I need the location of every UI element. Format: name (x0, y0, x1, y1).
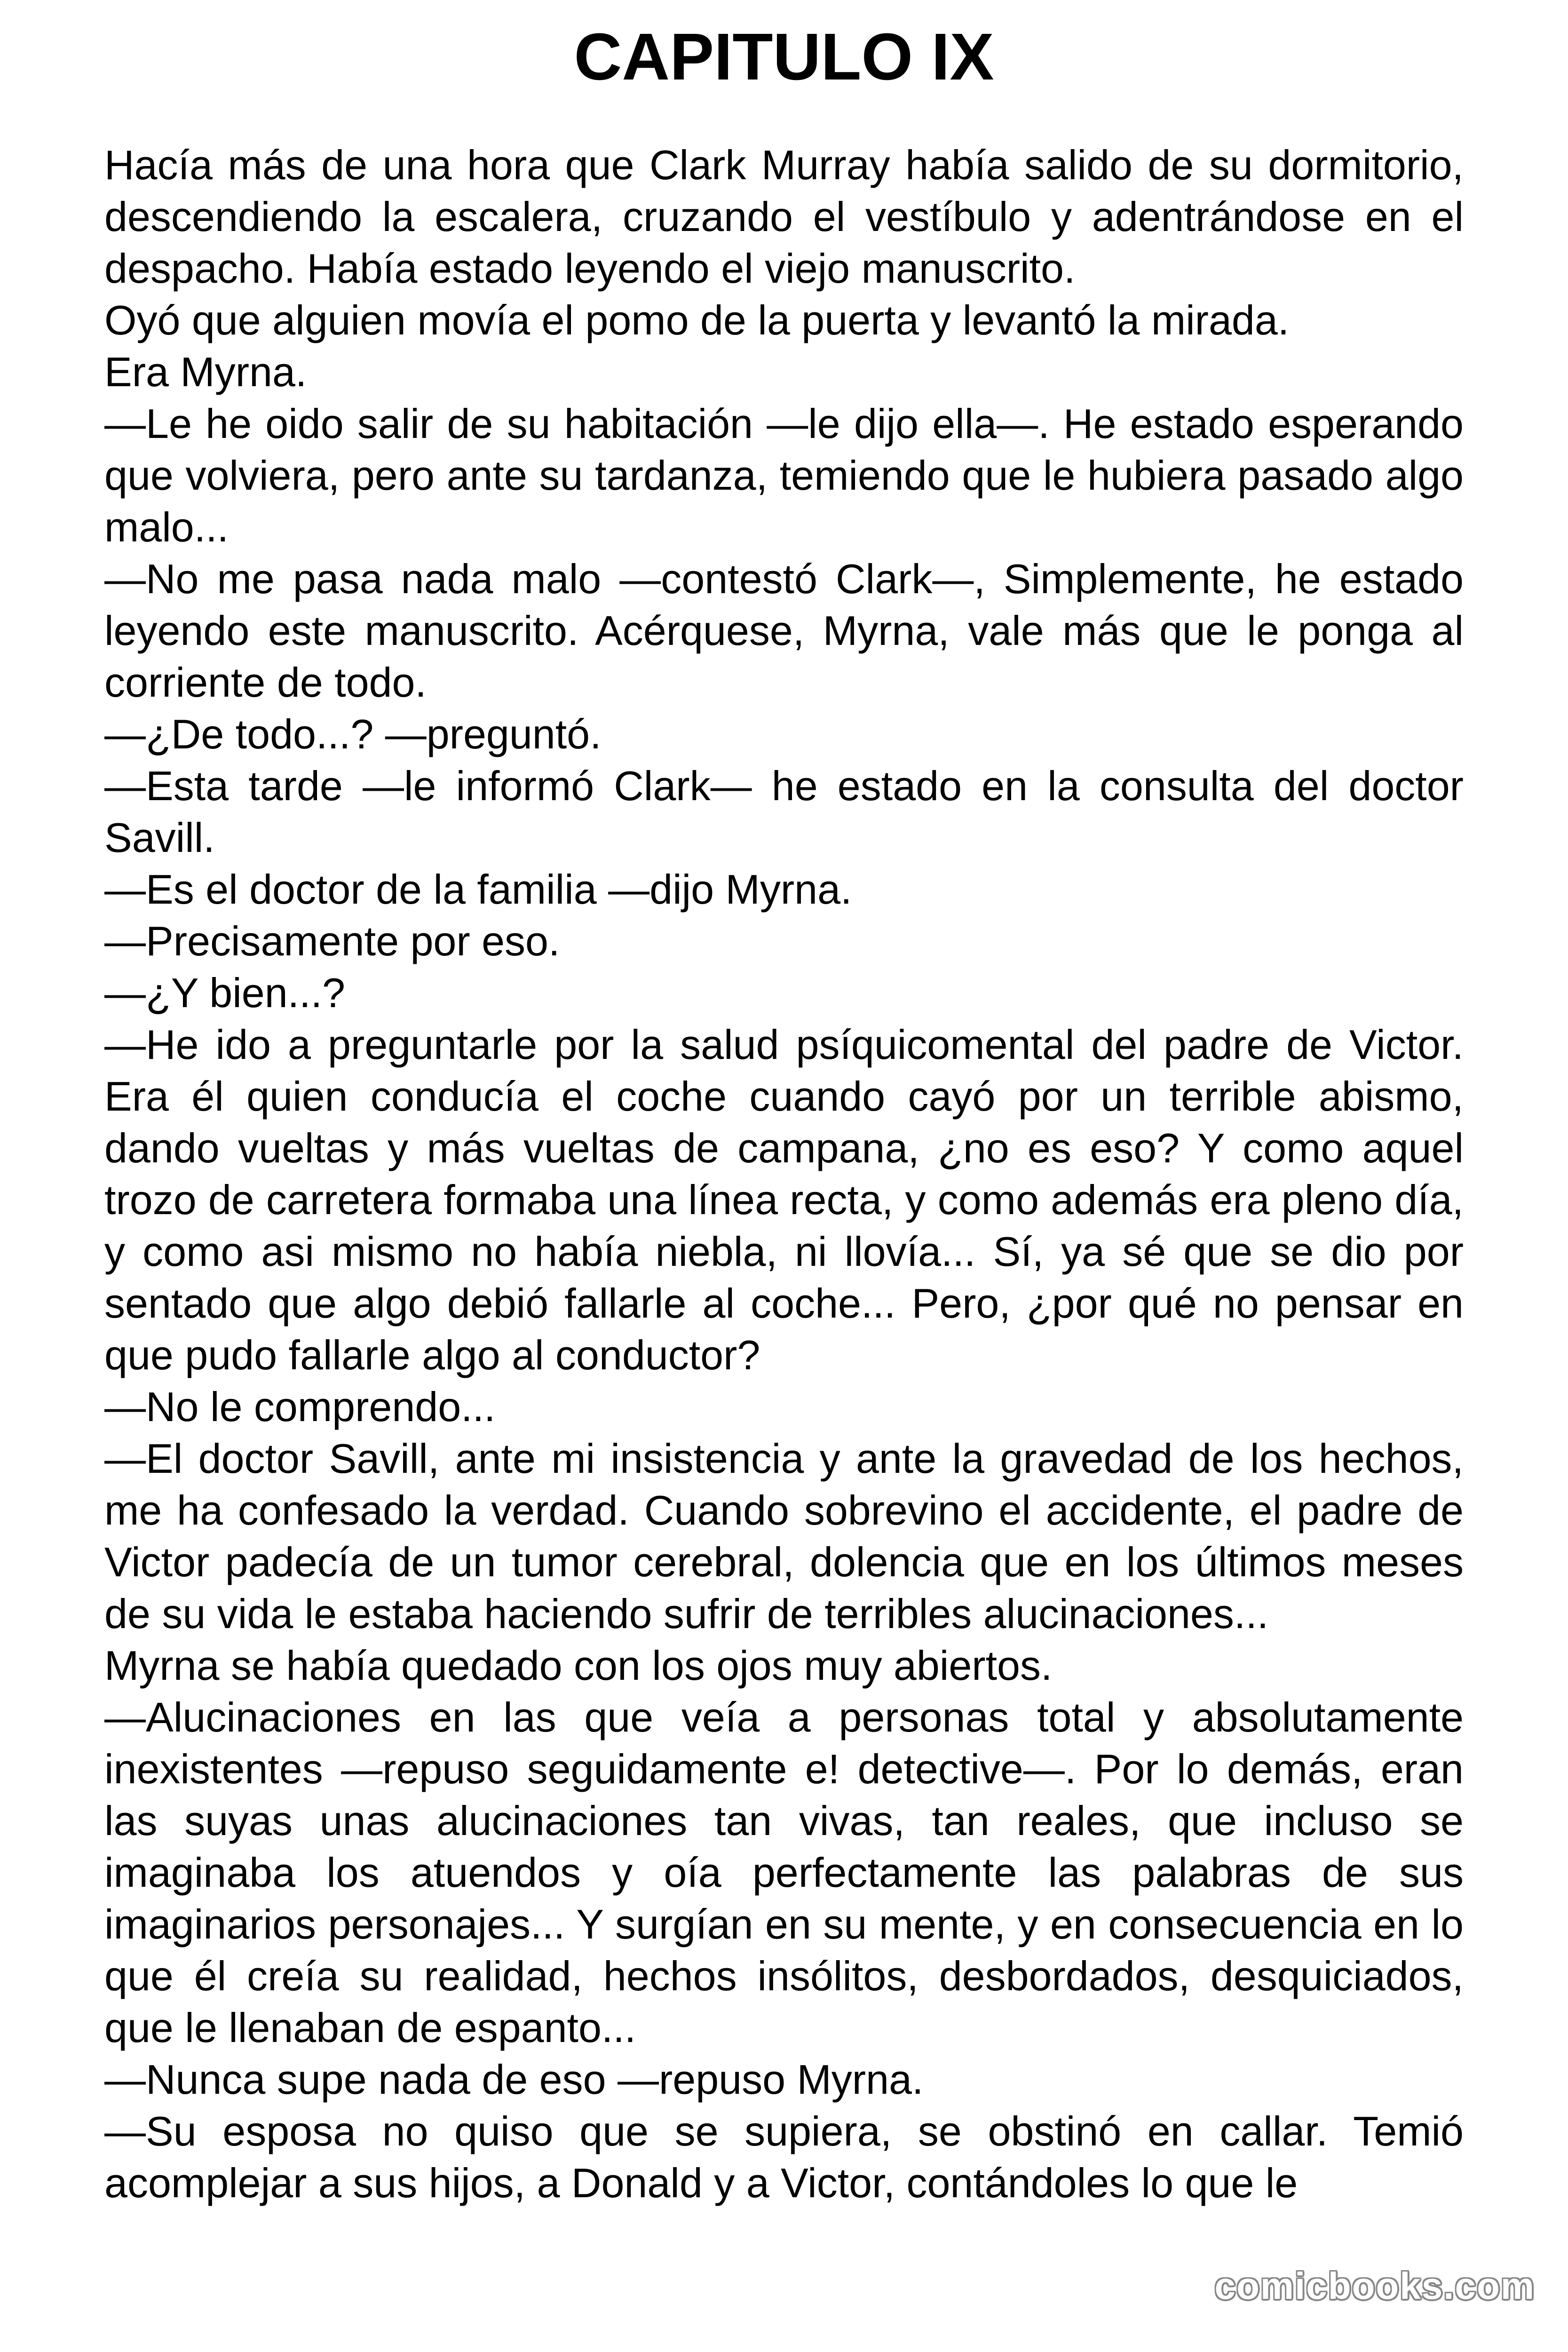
watermark-logo: comicbooks.com (1214, 2265, 1535, 2307)
paragraph: —No le comprendo... (104, 1383, 496, 1430)
paragraph: —No me pasa nada malo —contestó Clark—, Simplemente, he estado leyendo este manuscrito. Acérquese, Myrna, vale más que le ponga al corriente de todo. (104, 556, 1464, 706)
paragraph: Myrna se había quedado con los ojos muy abiertos. (104, 1642, 1053, 1689)
paragraph: —Alucinaciones en las que veía a personas total y absolutamente inexistentes —repuso seguidamente e! detective—. Por lo demás, eran las suyas unas alucinaciones tan vivas, tan reales, que incluso se imaginaba los atuendos y oía perfectamente las palabras de sus imaginarios personajes... Y surgían en su mente, y en consecuencia en lo que él creía su realidad, hechos insólitos, desbordados, desquiciados, que le llenaban de espanto... (104, 1694, 1464, 2051)
chapter-title: CAPITULO IX (574, 19, 994, 94)
paragraph: —Es el doctor de la familia —dijo Myrna. (104, 866, 852, 913)
paragraph: —Le he oido salir de su habitación —le dijo ella—. He estado esperando que volviera, pero ante su tardanza, temiendo que le hubiera pasado algo malo... (104, 400, 1464, 550)
paragraph: Oyó que alguien movía el pomo de la puerta y levantó la mirada. (104, 297, 1290, 343)
paragraph: —Su esposa no quiso que se supiera, se obstinó en callar. Temió acomplejar a sus hijos, a Donald y a Victor, contándoles lo que le (104, 2108, 1464, 2206)
paragraph: —¿De todo...? —preguntó. (104, 711, 602, 757)
paragraph: —Precisamente por eso. (104, 918, 560, 964)
paragraph: Era Myrna. (104, 349, 307, 395)
paragraph: —Nunca supe nada de eso —repuso Myrna. (104, 2056, 924, 2103)
paragraph: Hacía más de una hora que Clark Murray había salido de su dormitorio, descendiendo la escalera, cruzando el vestíbulo y adentrándose en el despacho. Había estado leyendo el viejo manuscrito. (104, 142, 1464, 292)
paragraph: —Esta tarde —le informó Clark— he estado en la consulta del doctor Savill. (104, 763, 1464, 861)
paragraph: —¿Y bien...? (104, 969, 345, 1016)
paragraph: —El doctor Savill, ante mi insistencia y ante la gravedad de los hechos, me ha confesado la verdad. Cuando sobrevino el accidente, el padre de Victor padecía de un tumor cerebral, dolencia que en los últimos meses de su vida le estaba haciendo sufrir de terribles alucinaciones... (104, 1435, 1464, 1637)
chapter-body (104, 139, 1464, 2209)
paragraph: —He ido a preguntarle por la salud psíquicomental del padre de Victor. Era él quien conducía el coche cuando cayó por un terrible abismo, dando vueltas y más vueltas de campana, ¿no es eso? Y como aquel trozo de carretera formaba una línea recta, y como además era pleno día, y como asi mismo no había niebla, ni llovía... Sí, ya sé que se dio por sentado que algo debió fallarle al coche... Pero, ¿por qué no pensar en que pudo fallarle algo al conductor? (104, 1021, 1464, 1378)
